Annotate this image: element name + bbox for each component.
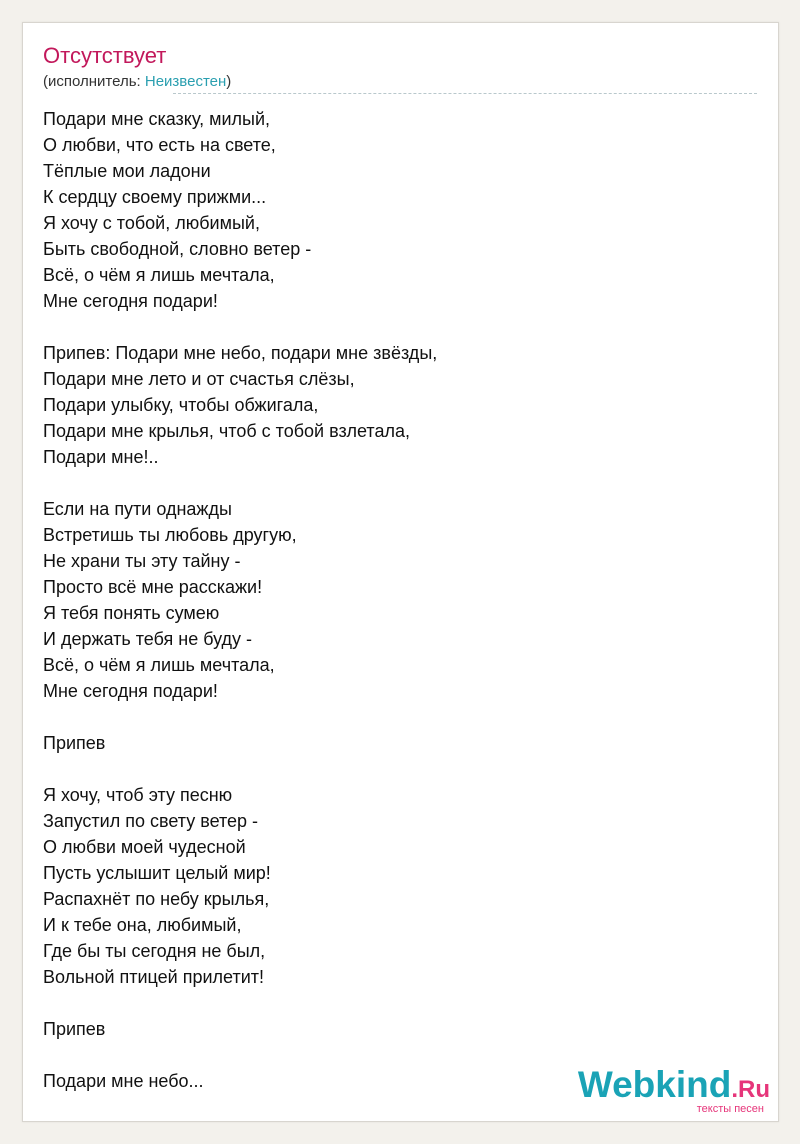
lyric-line: Просто всё мне расскажи! xyxy=(43,577,263,597)
lyric-line: Припев xyxy=(43,733,106,753)
lyric-line: Припев xyxy=(43,1019,106,1039)
artist-prefix: (исполнитель: xyxy=(43,73,145,90)
lyrics-page xyxy=(22,22,779,1122)
lyric-line: Вольной птицей прилетит! xyxy=(43,967,265,987)
logo-tld: .Ru xyxy=(731,1076,770,1103)
lyric-line: Мне сегодня подари! xyxy=(43,291,218,311)
lyric-line: Я хочу, чтоб эту песню xyxy=(43,785,233,805)
lyric-line: Запустил по свету ветер - xyxy=(43,811,259,831)
lyric-blank-line xyxy=(43,756,437,782)
lyric-line: О любви, что есть на свете, xyxy=(43,135,276,155)
logo-tagline: тексты песен xyxy=(696,1103,764,1115)
lyrics-text xyxy=(43,106,437,1094)
lyric-blank-line xyxy=(43,1042,437,1068)
lyric-line: Я хочу с тобой, любимый, xyxy=(43,213,260,233)
lyric-line: И к тебе она, любимый, xyxy=(43,915,242,935)
lyric-blank-line xyxy=(43,704,437,730)
lyric-line: Встретишь ты любовь другую, xyxy=(43,525,297,545)
lyric-line: Подари мне сказку, милый, xyxy=(43,109,270,129)
lyric-line: Припев: Подари мне небо, подари мне звёзды, xyxy=(43,343,438,363)
lyric-line: Где бы ты сегодня не был, xyxy=(43,941,266,961)
artist-line xyxy=(43,73,231,91)
lyric-line: Всё, о чём я лишь мечтала, xyxy=(43,655,275,675)
logo-wordmark xyxy=(577,1064,770,1108)
lyric-line: Подари мне крылья, чтоб с тобой взлетала, xyxy=(43,421,410,441)
lyric-blank-line xyxy=(43,470,437,496)
lyric-line: Подари мне!.. xyxy=(43,447,159,467)
artist-link[interactable]: Неизвестен xyxy=(144,73,227,90)
lyric-blank-line xyxy=(43,314,437,340)
artist-suffix: ) xyxy=(226,73,232,90)
lyric-line: Если на пути однажды xyxy=(43,499,232,519)
lyric-line: Не храни ты эту тайну - xyxy=(43,551,241,571)
song-title: Отсутствует xyxy=(43,43,167,68)
lyric-line: Подари улыбку, чтобы обжигала, xyxy=(43,395,319,415)
lyric-line: Мне сегодня подари! xyxy=(43,681,218,701)
lyric-line: Тёплые мои ладони xyxy=(43,161,211,181)
lyric-line: О любви моей чудесной xyxy=(43,837,246,857)
lyric-line: Пусть услышит целый мир! xyxy=(43,863,271,883)
lyric-blank-line xyxy=(43,990,437,1016)
lyric-line: Быть свободной, словно ветер - xyxy=(43,239,312,259)
lyric-line: И держать тебя не буду - xyxy=(43,629,253,649)
lyric-line: Я тебя понять сумею xyxy=(43,603,220,623)
lyric-line: Распахнёт по небу крылья, xyxy=(43,889,270,909)
lyric-line: Подари мне лето и от счастья слёзы, xyxy=(43,369,355,389)
lyric-line: Подари мне небо... xyxy=(43,1071,204,1091)
logo-name: Webkind xyxy=(577,1064,732,1105)
lyric-line: К сердцу своему прижми... xyxy=(43,187,267,207)
lyric-line: Всё, о чём я лишь мечтала, xyxy=(43,265,275,285)
site-logo[interactable] xyxy=(577,1064,770,1115)
title-divider xyxy=(173,93,757,94)
